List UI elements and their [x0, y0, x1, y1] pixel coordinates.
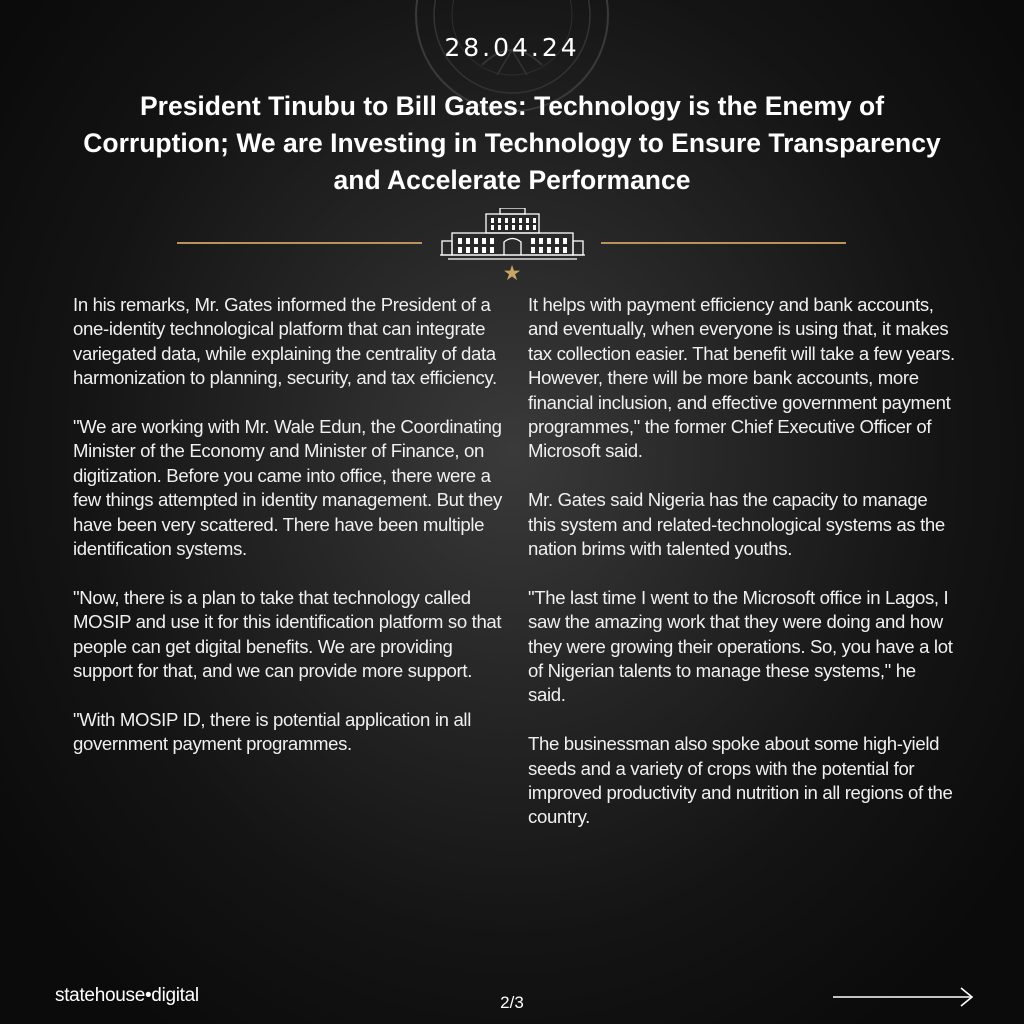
brand-logo: statehouse•digital [55, 985, 199, 1006]
paragraph: The businessman also spoke about some high-yield seeds and a variety of crops with the potential for improved productivity and nutrition in all regions of the country. [528, 733, 953, 828]
paragraph: "The last time I went to the Microsoft office in Lagos, I saw the amazing work that they were doing and how they were growing their operations. So, you have a lot of Nigerian talents to manage these systems," he said. [528, 586, 953, 706]
arrow-right-icon[interactable] [833, 986, 975, 1008]
star-icon: ★ [502, 261, 522, 285]
body-column-right [528, 293, 958, 854]
paragraph: "We are working with Mr. Wale Edun, the Coordinating Minister of the Economy and Minister of Finance, on digitization. Before you came into office, there were a few things attempted in identity management. But they have been very scattered. There have been multiple identification systems. [73, 416, 502, 560]
paragraph: In his remarks, Mr. Gates informed the President of a one-identity technological platform that can integrate variegated data, while explaining the centrality of data harmonization to planning, security, and tax efficiency. [73, 294, 497, 389]
paragraph: "Now, there is a plan to take that technology called MOSIP and use it for this identification platform so that people can get digital benefits. We are providing support for that, and we can provide more support. [73, 586, 502, 682]
paragraph: Mr. Gates said Nigeria has the capacity to manage this system and related-technological systems as the nation brims with talented youths. [528, 489, 945, 560]
body-column-left [73, 293, 513, 781]
post-headline: President Tinubu to Bill Gates: Technology is the Enemy of Corruption; We are Investing in Technology to Ensure Transparency and Accelerate Performance [83, 91, 941, 195]
divider-left [177, 242, 422, 244]
paragraph: "With MOSIP ID, there is potential application in all government payment programmes. [73, 708, 471, 755]
paragraph: It helps with payment efficiency and bank accounts, and eventually, when everyone is using that, it makes tax collection easier. That benefit will take a few years. However, there will be more bank accounts, more financial inclusion, and effective government payment programmes," the former Chief Executive Officer of Microsoft said. [528, 294, 955, 462]
post-date: 28.04.24 [444, 33, 580, 62]
divider-right [601, 242, 846, 244]
state-house-building-icon [440, 208, 585, 263]
page-indicator: 2/3 [500, 993, 524, 1012]
